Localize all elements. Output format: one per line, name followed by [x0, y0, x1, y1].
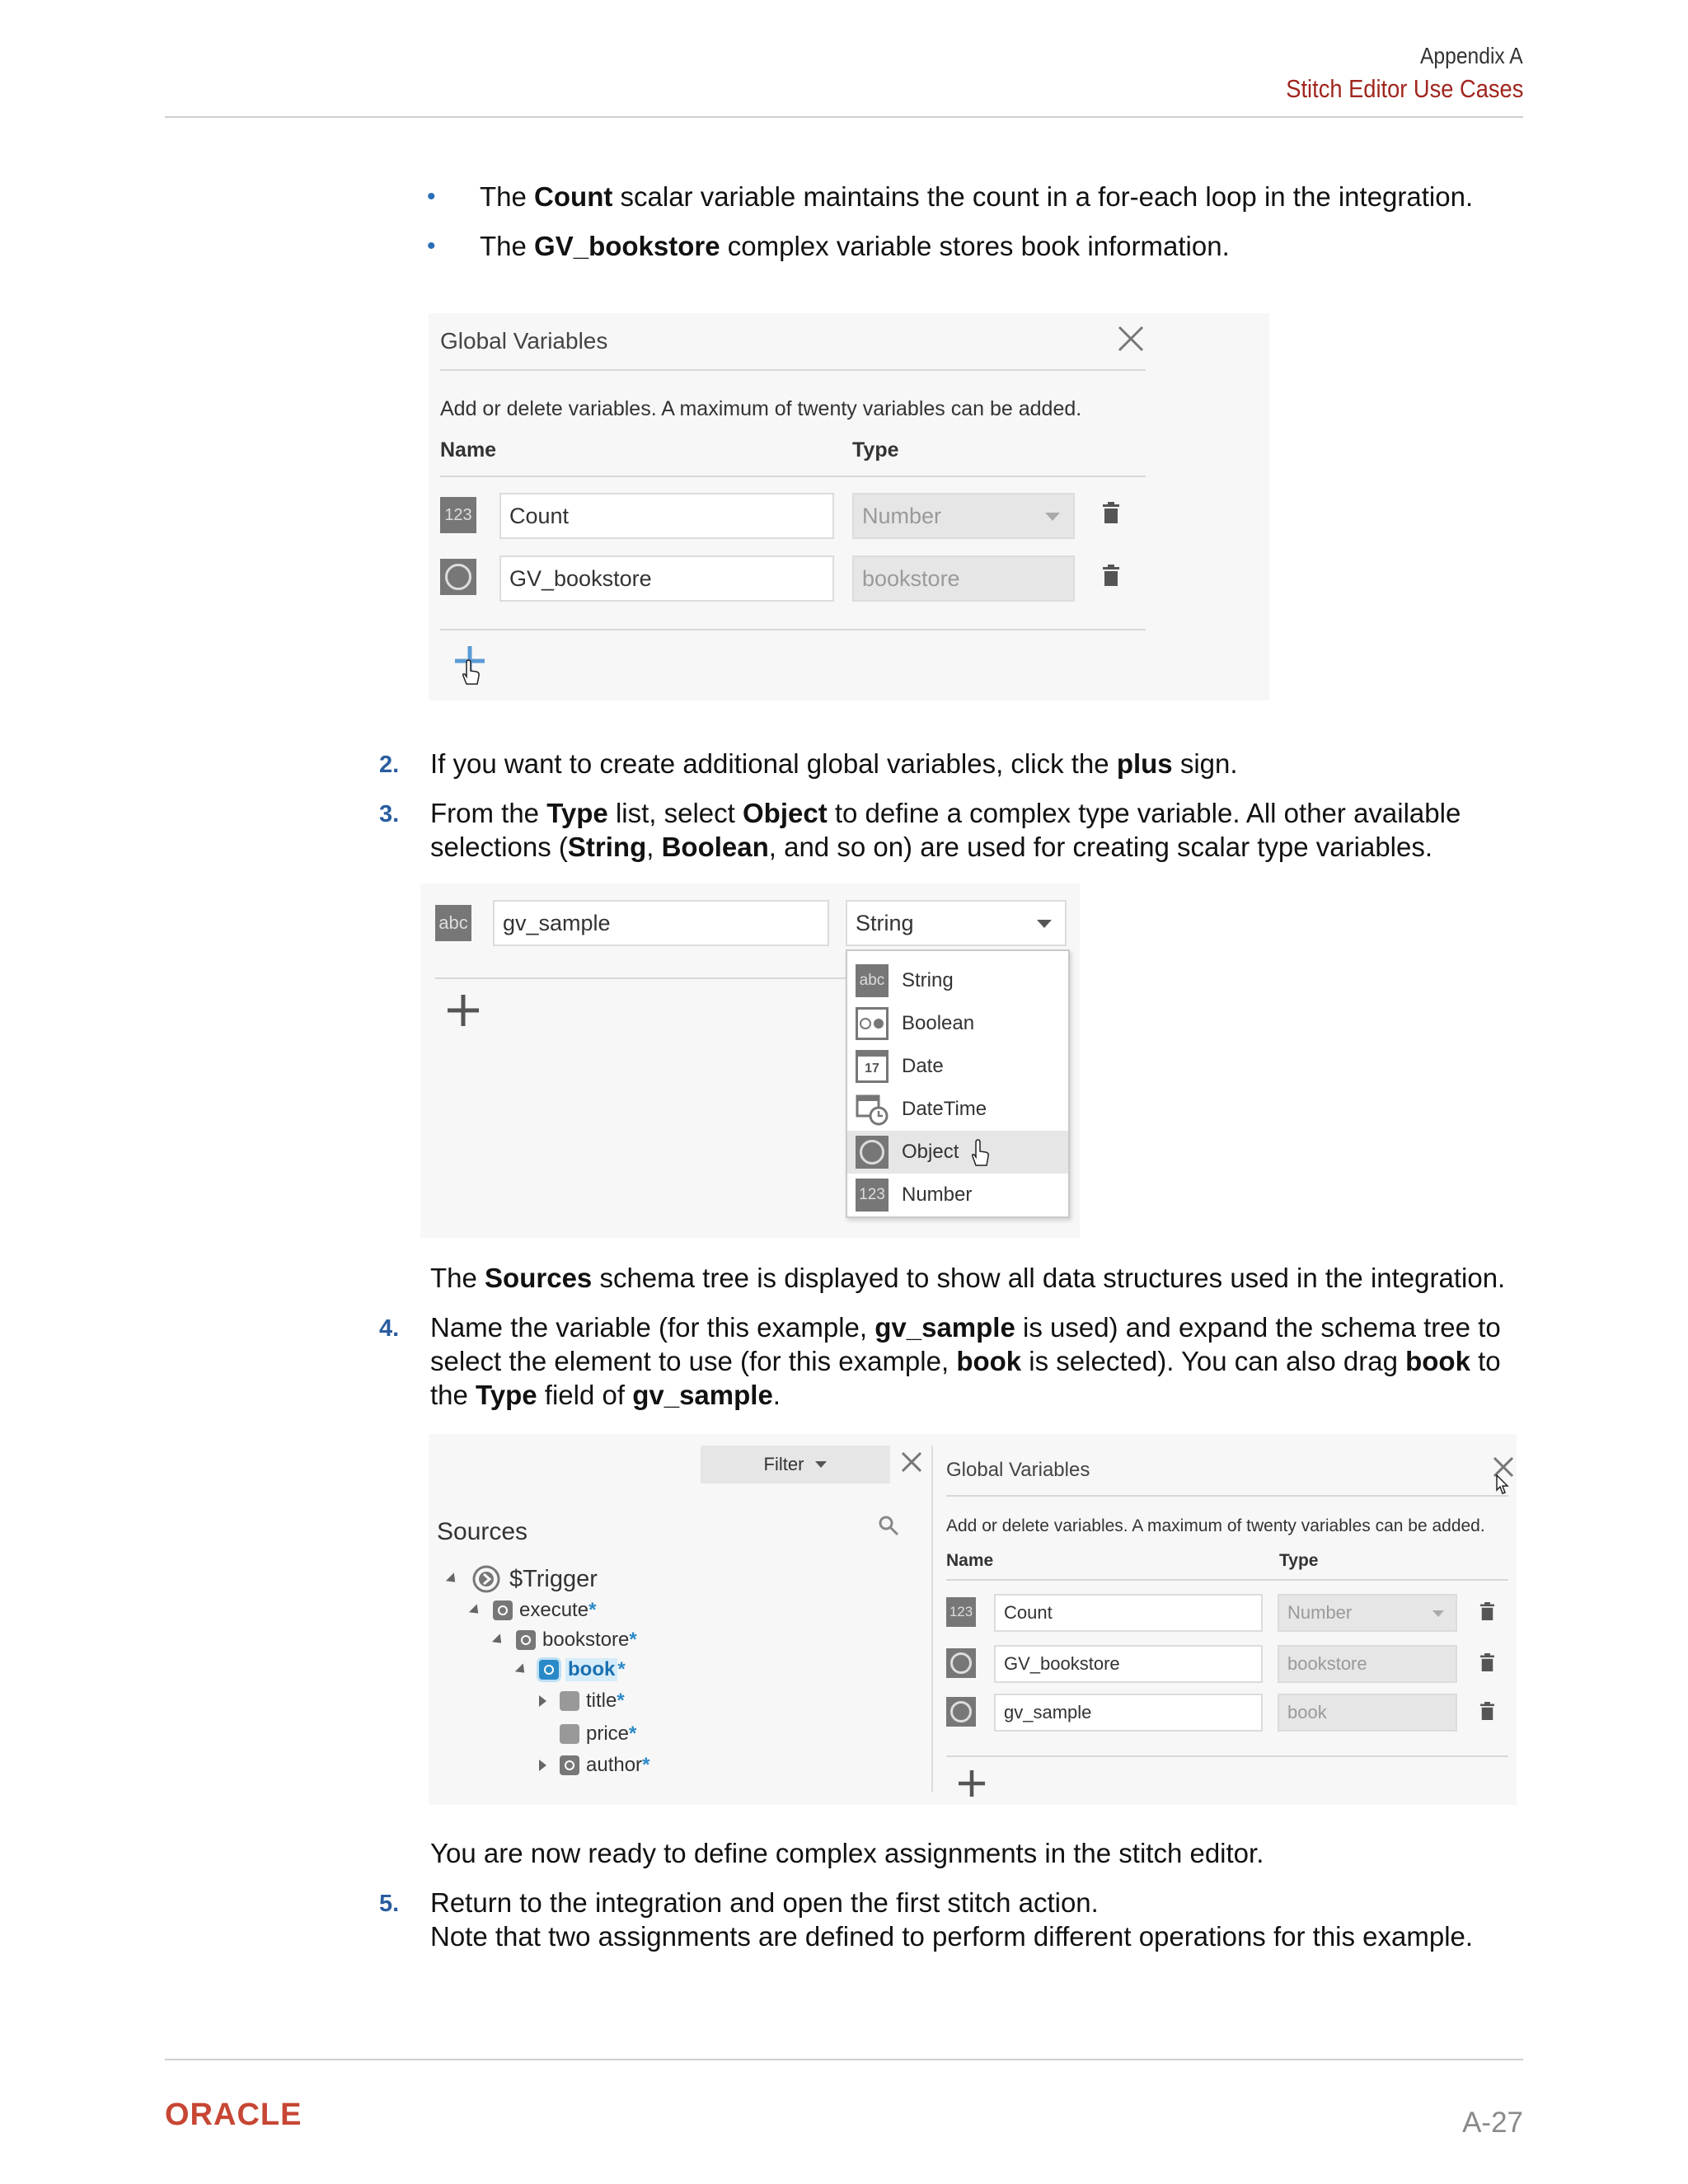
ready-paragraph: You are now ready to define complex assignments in the stitch editor. — [430, 1838, 1264, 1868]
divider — [946, 1755, 1508, 1757]
number-type-icon: 123 — [440, 497, 476, 533]
calendar-clock-icon — [856, 1093, 889, 1126]
variable-name-input[interactable]: gv_sample — [994, 1694, 1263, 1732]
trash-icon[interactable] — [1103, 565, 1119, 586]
menu-item-string[interactable]: abc String — [847, 959, 1068, 1002]
search-icon[interactable] — [878, 1515, 899, 1536]
panel-title: Global Variables — [440, 328, 608, 354]
expand-icon — [492, 1633, 505, 1647]
variable-name-input[interactable]: Count — [994, 1594, 1263, 1632]
trash-icon[interactable] — [1103, 502, 1119, 523]
type-options-menu — [846, 949, 1070, 1218]
object-type-icon — [946, 1697, 976, 1727]
column-header-type: Type — [852, 438, 899, 462]
column-header-name: Name — [946, 1551, 994, 1570]
string-type-icon: abc — [856, 964, 889, 997]
divider — [946, 1495, 1508, 1497]
tree-node-book[interactable]: book * — [516, 1658, 626, 1681]
trash-icon[interactable] — [1480, 1702, 1494, 1720]
close-icon[interactable] — [900, 1451, 923, 1474]
expand-icon — [469, 1604, 482, 1617]
object-node-icon — [493, 1601, 513, 1620]
sources-title: Sources — [437, 1518, 528, 1545]
string-type-icon: abc — [435, 905, 471, 941]
step-number: 4. — [379, 1315, 400, 1342]
bullet-count: The Count scalar variable maintains the count in a for-each loop in the integration. — [480, 181, 1474, 212]
expand-icon — [446, 1572, 459, 1586]
appendix-label: Appendix A — [1420, 43, 1523, 68]
chevron-down-icon — [815, 1461, 827, 1468]
step-5-text: Return to the integration and open the first stitch action. Note that two assignments are defined to perform different operations for this example. — [430, 1887, 1474, 1952]
oracle-logo — [165, 2100, 348, 2130]
column-header-type: Type — [1279, 1551, 1319, 1570]
variable-type-field[interactable]: bookstore — [1278, 1645, 1457, 1683]
page-number: A-27 — [1462, 2107, 1523, 2139]
global-variables-panel — [429, 313, 1269, 701]
column-header-name: Name — [440, 438, 497, 462]
variable-type-select[interactable]: Number — [1278, 1594, 1457, 1632]
hand-cursor-icon — [460, 659, 481, 686]
collapse-icon — [539, 1695, 546, 1707]
svg-text:ORACLE: ORACLE — [165, 2100, 302, 2130]
step-number: 3. — [379, 801, 400, 827]
divider — [440, 369, 1146, 371]
tree-node-bookstore[interactable]: bookstore * — [493, 1629, 637, 1652]
header-divider — [165, 116, 1523, 118]
object-node-icon — [560, 1755, 579, 1775]
toggle-icon — [856, 1007, 889, 1040]
menu-item-number[interactable]: 123 Number — [847, 1174, 1068, 1216]
bullet-marker: • — [427, 232, 436, 260]
menu-item-boolean[interactable]: Boolean — [847, 1002, 1068, 1045]
close-icon[interactable] — [1117, 325, 1145, 353]
number-type-icon: 123 — [946, 1597, 976, 1627]
divider — [440, 629, 1146, 630]
object-type-icon — [856, 1136, 889, 1169]
trigger-icon — [471, 1564, 501, 1594]
collapse-icon — [539, 1760, 546, 1771]
divider — [435, 977, 847, 979]
tree-node-title[interactable]: title * — [539, 1690, 625, 1713]
sources-paragraph: The Sources schema tree is displayed to show all data structures used in the integration. — [430, 1263, 1506, 1293]
tree-node-trigger[interactable]: $Trigger — [447, 1564, 598, 1594]
menu-item-object[interactable]: Object — [847, 1131, 1068, 1174]
step-number: 5. — [379, 1891, 400, 1917]
object-node-icon — [516, 1630, 536, 1650]
variable-type-select[interactable]: String — [846, 900, 1067, 946]
pane-divider — [931, 1446, 933, 1792]
tree-node-author[interactable]: author * — [539, 1754, 649, 1777]
instructions-text: Add or delete variables. A maximum of twenty variables can be added. — [946, 1516, 1485, 1535]
plus-icon[interactable] — [956, 1768, 987, 1799]
object-type-icon — [440, 559, 476, 595]
menu-item-datetime[interactable]: DateTime — [847, 1088, 1068, 1131]
variable-name-input[interactable]: gv_sample — [493, 900, 829, 946]
object-type-icon — [946, 1648, 976, 1678]
chevron-down-icon — [1045, 513, 1060, 521]
section-title: Stitch Editor Use Cases — [1285, 74, 1523, 103]
filter-dropdown[interactable]: Filter — [701, 1446, 890, 1483]
calendar-icon: 17 — [856, 1050, 889, 1083]
plus-icon[interactable] — [445, 992, 481, 1029]
panel-title: Global Variables — [946, 1459, 1090, 1481]
expand-icon — [515, 1663, 528, 1676]
step-number: 2. — [379, 752, 400, 778]
type-dropdown-panel — [420, 883, 1080, 1238]
sources-and-variables-panel — [429, 1434, 1517, 1805]
pointer-cursor-icon — [1495, 1474, 1510, 1495]
variable-type-field[interactable]: book — [1278, 1694, 1457, 1732]
trash-icon[interactable] — [1480, 1602, 1494, 1620]
number-node-icon — [560, 1724, 579, 1744]
variable-name-input[interactable]: Count — [499, 493, 834, 539]
object-node-icon — [539, 1660, 559, 1680]
step-2-text: If you want to create additional global variables, click the plus sign. — [430, 748, 1238, 779]
variable-name-input[interactable]: GV_bookstore — [499, 555, 834, 602]
divider — [440, 476, 1146, 477]
instructions-text: Add or delete variables. A maximum of twenty variables can be added. — [440, 397, 1082, 420]
string-node-icon — [560, 1691, 579, 1711]
step-4-text: Name the variable (for this example, gv_sample is used) and expand the schema tree to select the element to use (for this example, book is selected). You can also drag book to the Type field of gv_sample. — [430, 1312, 1501, 1410]
number-type-icon: 123 — [856, 1179, 889, 1212]
footer-divider — [165, 2059, 1523, 2060]
chevron-down-icon — [1432, 1610, 1444, 1617]
variable-name-input[interactable]: GV_bookstore — [994, 1645, 1263, 1683]
chevron-down-icon — [1037, 920, 1052, 928]
hand-cursor-icon — [969, 1139, 991, 1167]
bullet-marker: • — [427, 183, 436, 210]
variable-type-select[interactable]: Number — [852, 493, 1075, 539]
bullet-gv-bookstore: The GV_bookstore complex variable stores book information. — [480, 231, 1230, 261]
tree-node-price[interactable]: price * — [560, 1722, 636, 1746]
trash-icon[interactable] — [1480, 1653, 1494, 1671]
step-3-text: From the Type list, select Object to define a complex type variable. All other available selections (String, Boolean, and so on) are used for creating scalar type variables. — [430, 798, 1461, 862]
tree-node-execute[interactable]: execute * — [470, 1599, 596, 1622]
variable-type-field[interactable]: bookstore — [852, 555, 1075, 602]
divider — [946, 1579, 1508, 1581]
menu-item-date[interactable]: 17 Date — [847, 1045, 1068, 1088]
